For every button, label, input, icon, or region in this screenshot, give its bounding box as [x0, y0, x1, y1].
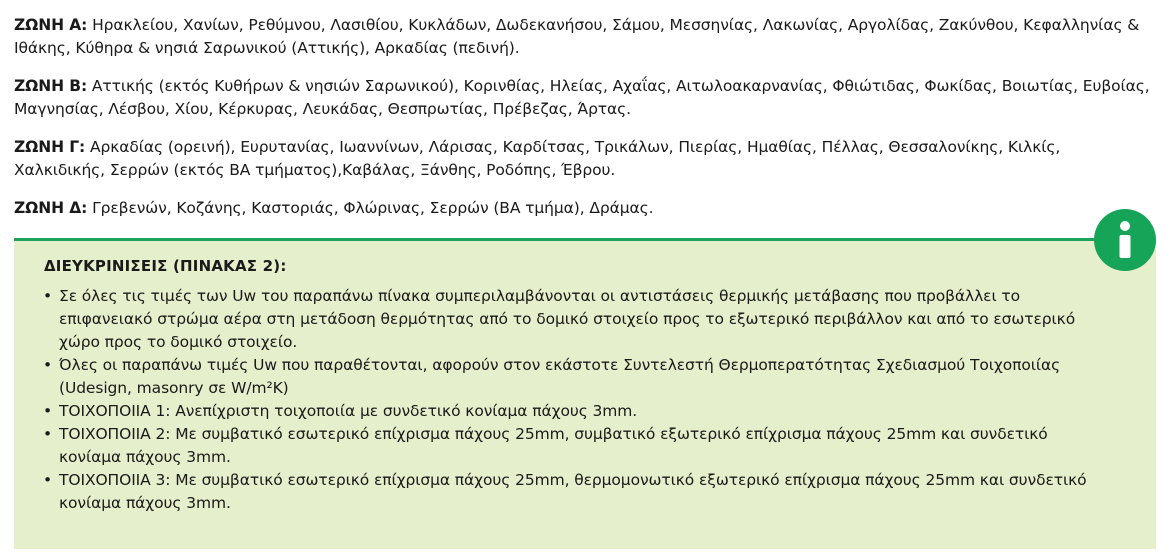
bullet-marker: • [43, 425, 53, 443]
note-text: Όλες οι παραπάνω τιμές Uw που παραθέτονται, αφορούν στον εκάστοτε Συντελεστή Θερμοπερατότητας Σχεδιασμού Τοιχοποιίας (Udesign, masonry σε W/m²K) [59, 356, 1061, 397]
note-text: Σε όλες τις τιμές των Uw του παραπάνω πίνακα συμπεριλαμβάνονται οι αντιστάσεις θερμικής μετάβασης που προβάλλει το επιφανειακό στρώμα αέρα στη μετάδοση θερμότητας από το δομικό στοιχείο προς το εξωτερικό περιβάλλον και από το εσωτερικό χώρο προς το δομικό στοιχείο. [59, 287, 1076, 351]
note-text: ΤΟΙΧΟΠΟΙΙΑ 1: Ανεπίχριστη τοιχοποιία με συνδετικό κονίαμα πάχους 3mm. [59, 402, 638, 420]
bullet-marker: • [43, 402, 53, 420]
zone-a [14, 14, 1154, 60]
zone-c-text: Αρκαδίας (ορεινή), Ευρυτανίας, Ιωαννίνων, Λάρισας, Καρδίτσας, Τρικάλων, Πιερίας, Ημαθίας, Πέλλας, Θεσσαλονίκης, Κιλκίς, Χαλκιδικής, Σερρών (εκτός ΒΑ τμήματος),Καβάλας, Ξάνθης, Ροδόπης, Έβρου. [14, 138, 1061, 179]
bullet-marker: • [43, 356, 53, 374]
bullet-marker: • [43, 287, 53, 305]
zone-b-label: ΖΩΝΗ Β: [14, 77, 88, 95]
note-text: ΤΟΙΧΟΠΟΙΙΑ 3: Με συμβατικό εσωτερικό επίχρισμα πάχους 25mm, θερμομονωτικό εξωτερικό επίχρισμα πάχους 25mm και συνδετικό κονίαμα πάχους 3mm. [59, 471, 1087, 512]
zone-b-text: Αττικής (εκτός Κυθήρων & νησιών Σαρωνικού), Κορινθίας, Ηλείας, Αχαΐας, Αιτωλοακαρνανίας, Φθιώτιδας, Φωκίδας, Βοιωτίας, Ευβοίας, Μαγνησίας, Λέσβου, Χίου, Κέρκυρας, Λευκάδας, Θεσπρωτίας, Πρέβεζας, Άρτας. [14, 77, 1150, 118]
zone-d-label: ΖΩΝΗ Δ: [14, 199, 88, 217]
zone-a-label: ΖΩΝΗ Α: [14, 16, 88, 34]
info-icon [1094, 209, 1156, 271]
note-item [43, 423, 1103, 469]
notes-title: ΔΙΕΥΚΡΙΝΙΣΕΙΣ (ΠΙΝΑΚΑΣ 2): [44, 257, 287, 275]
note-item [43, 469, 1103, 515]
zone-a-text: Ηρακλείου, Χανίων, Ρεθύμνου, Λασιθίου, Κυκλάδων, Δωδεκανήσου, Σάμου, Μεσσηνίας, Λακωνίας, Αργολίδας, Ζακύνθου, Κεφαλληνίας & Ιθάκης, Κύθηρα & νησιά Σαρωνικού (Αττικής), Αρκαδίας (πεδινή). [14, 16, 1140, 57]
zone-b [14, 75, 1154, 121]
note-item [43, 354, 1103, 400]
zone-d-text: Γρεβενών, Κοζάνης, Καστοριάς, Φλώρινας, Σερρών (ΒΑ τμήμα), Δράμας. [92, 199, 654, 217]
zone-c [14, 136, 1154, 182]
note-text: ΤΟΙΧΟΠΟΙΙΑ 2: Με συμβατικό εσωτερικό επίχρισμα πάχους 25mm, συμβατικό εξωτερικό επίχρισμα πάχους 25mm και συνδετικό κονίαμα πάχους 3mm. [59, 425, 1048, 466]
notes-list [43, 285, 1103, 515]
note-item [43, 400, 1103, 423]
note-item [43, 285, 1103, 354]
notes-panel [14, 238, 1156, 549]
zone-c-label: ΖΩΝΗ Γ: [14, 138, 86, 156]
zone-d [14, 197, 1154, 220]
bullet-marker: • [43, 471, 53, 489]
zones-list [14, 14, 1154, 235]
